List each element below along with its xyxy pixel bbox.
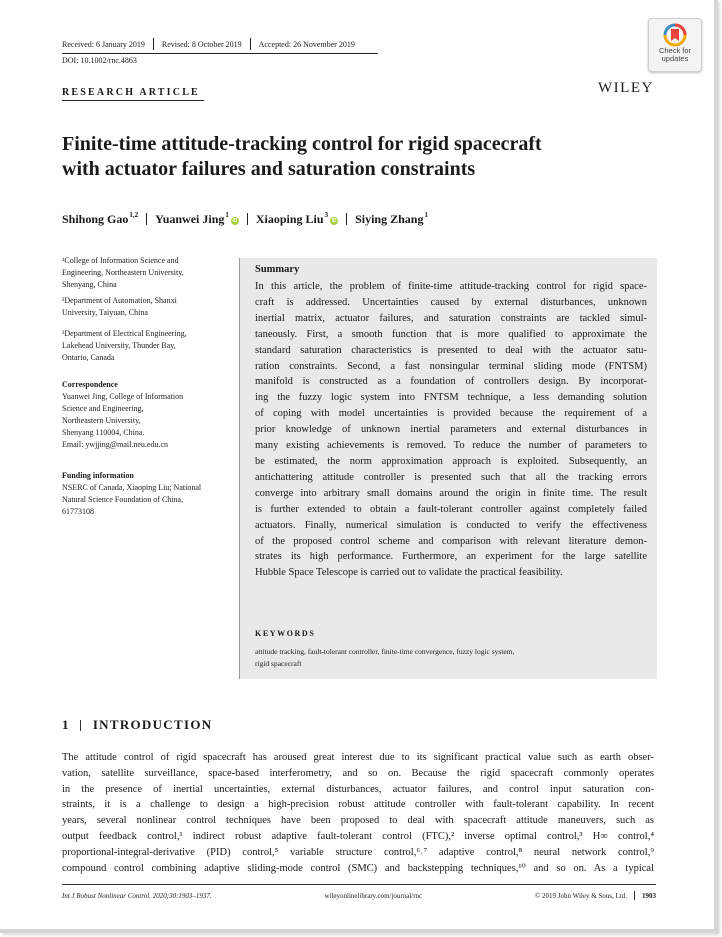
- summary-text: [255, 279, 647, 581]
- text-line: The attitude control of rigid spacecraft has aroused great interest due to its significant practical value such as earth obser-: [62, 752, 654, 763]
- text-line: taneously. First, a smooth function that is more qualified to approximate the: [255, 328, 647, 340]
- text-line: in the presence of inertial uncertainties, external disturbances, actuator failures, and control input saturation con-: [62, 783, 654, 795]
- text-line: In this article, the problem of finite-time attitude-tracking control for rigid space-: [255, 281, 647, 292]
- page-number: 1903: [642, 891, 656, 900]
- orcid-icon[interactable]: iD: [232, 218, 238, 224]
- text-line: of coping with model uncertainties is provided because the requirement of a: [255, 408, 647, 420]
- correspondence-heading: Correspondence: [62, 380, 118, 389]
- text-line: ing the fuzzy logic system into FNTSM technique, a less demanding solution: [255, 392, 647, 404]
- text-line: ration constraints. Second, a fast nonsingular terminal sliding mode (FNTSM): [255, 360, 647, 372]
- badge-line-2: updates: [661, 54, 689, 63]
- author[interactable]: Siying Zhang$^1$: [355, 211, 428, 226]
- heading-separator: [80, 720, 81, 731]
- keywords: attitude tracking, fault-tolerant controller, finite-time convergence, fuzzy logic system, rigid spacecraft: [255, 647, 515, 668]
- author-list: [62, 211, 428, 227]
- publisher-logo: WILEY: [598, 80, 654, 96]
- affiliation-2: ²Department of Automation, Shanxi University, Taiyuan, China: [62, 296, 177, 317]
- badge-line-1: Check for: [658, 46, 692, 55]
- article-dates: [62, 38, 355, 50]
- text-line: craft is addressed. Uncertainties caused by external disturbances, unknown: [255, 296, 647, 308]
- author-separator: [346, 213, 347, 225]
- text-line: is further extended to obtain a fault-tolerant controller against completely failed: [255, 503, 647, 515]
- check-for-updates-button[interactable]: [648, 18, 702, 72]
- journal-citation: Int J Robust Nonlinear Control. 2020;30:1903–1937.: [62, 891, 212, 900]
- text-line: actuators. Finally, numerical simulation is conducted to verify the effectiveness: [255, 519, 647, 531]
- date-separator: [250, 38, 251, 50]
- text-line: strates its high performance. Furthermore, an experiment for the large satellite: [255, 551, 647, 563]
- funding-heading: Funding information: [62, 471, 134, 480]
- author[interactable]: Xiaoping Liu$^3$iD: [255, 211, 337, 226]
- keywords-heading: KEYWORDS: [255, 629, 316, 638]
- summary-heading: Summary: [255, 264, 300, 275]
- text-line: be estimated, the norm approximation approach is exploited. Subsequently, an: [255, 455, 647, 467]
- text-line: output feedback control,¹ indirect robust adaptive fault-tolerant control (FTC),² inverse optimal control,³ H∞ control,⁴: [62, 830, 654, 842]
- doi: DOI: 10.1002/rnc.4863: [62, 56, 137, 65]
- page-footer: [62, 891, 656, 900]
- text-line: compound control combining adaptive sliding-mode control (SMC) and backstepping techniques,¹⁰ and so on. As a typical: [62, 862, 654, 874]
- received-date: Received: 6 January 2019: [62, 39, 145, 49]
- correspondence-email[interactable]: Email: ywjjing@mail.neu.edu.cn: [62, 440, 169, 449]
- text-line: inertial matrix, actuator failures, and saturation constraints are tackled simul-: [255, 312, 647, 324]
- text-line: years, several nonlinear control techniques have been proposed to deal with spacecraft attitude maneuvers, such as: [62, 815, 654, 827]
- text-line: antichattering attitude controller is presented such that all the tracking errors: [255, 471, 647, 483]
- text-line: vation, satellite surveillance, space-based interferometry, and so on. Because the rigid spacecraft commonly operates: [62, 767, 654, 779]
- text-line: Hubble Space Telescope is carried out to validate the practical feasibility.: [255, 567, 563, 579]
- check-for-updates-icon: [663, 23, 687, 47]
- funding-information: Funding information NSERC of Canada, Xiaoping Liu; National Natural Science Foundation of China, 61773108: [62, 470, 234, 518]
- text-line: many existing achievements is removed. To reduce the number of parameters to: [255, 440, 647, 452]
- dates-divider: [62, 53, 378, 54]
- introduction-text: [62, 750, 654, 876]
- affiliation-1: ¹College of Information Science and Engineering, Northeastern University, Shenyang, China: [62, 256, 184, 289]
- text-line: manifold is constructed as a foundation of controllers design. By incorporat-: [255, 376, 647, 388]
- footer-separator: [634, 891, 635, 900]
- section-label-underline: [62, 100, 204, 101]
- text-line: straints, it is a challenge to design a high-precision robust attitude controller with fault-tolerant capability. In recent: [62, 799, 654, 811]
- date-separator: [153, 38, 154, 50]
- text-line: of the proposed control scheme and comparison with relevant literature demon-: [255, 535, 647, 547]
- text-line: converge into arbitrary small domains around the origin in finite time. The result: [255, 487, 647, 499]
- author[interactable]: Yuanwei Jing$^1$iD: [155, 211, 238, 226]
- orcid-icon[interactable]: iD: [331, 218, 337, 224]
- journal-url[interactable]: wileyonlinelibrary.com/journal/rnc: [324, 891, 423, 900]
- correspondence: Correspondence Yuanwei Jing, College of Information Science and Engineering, Northeastern University, Shenyang 110004, China. Email: ywjjing@mail.neu.edu.cn: [62, 379, 234, 451]
- text-line: prior knowledge of unknown inertial parameters and external disturbances in: [255, 424, 647, 436]
- accepted-date: Accepted: 26 November 2019: [258, 39, 355, 49]
- text-line: proportional-integral-derivative (PID) control,⁵ variable structure control,⁶˒⁷ adaptive control,⁸ neural network control,⁹: [62, 846, 654, 858]
- author[interactable]: Shihong Gao$^{1,2}$: [62, 211, 139, 226]
- copyright: © 2019 John Wiley & Sons, Ltd.: [534, 891, 627, 900]
- text-line: standard saturation characteristics is presented to deal with the actuator satu-: [255, 344, 647, 356]
- revised-date: Revised: 8 October 2019: [161, 39, 242, 49]
- title-line: Finite-time attitude-tracking control for rigid spacecraft: [62, 133, 542, 155]
- footer-divider: [62, 884, 656, 885]
- author-separator: [146, 213, 147, 225]
- author-separator: [247, 213, 248, 225]
- affiliation-3: ³Department of Electrical Engineering, Lakehead University, Thunder Bay, Ontario, Canada: [62, 329, 187, 362]
- article-title: [62, 132, 662, 182]
- section-label: RESEARCH ARTICLE: [62, 87, 200, 98]
- introduction-heading: 1 INTRODUCTION: [62, 717, 213, 732]
- title-line: with actuator failures and saturation constraints: [62, 158, 476, 180]
